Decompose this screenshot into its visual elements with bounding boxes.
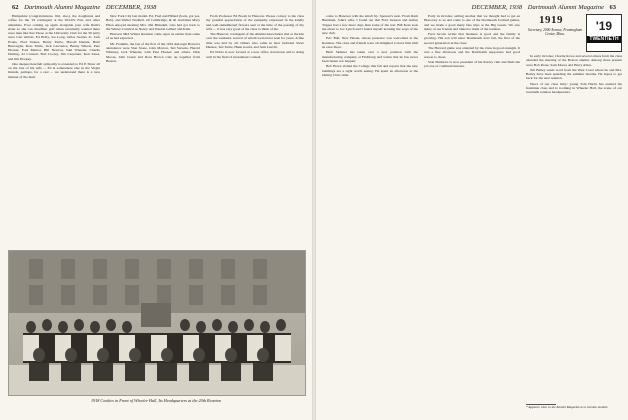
paragraph: In early October, Charlie Rowe and several others from the class attended the meeting of the Boston alumni. Among those present were Bob Pease, Sam Moore and Harry Allen. xyxy=(526,54,622,67)
paragraph: One deepest heartfelt sympathy is extended to Ed P. Shaw all on the loss of his wife ... Ed is somewhere else in the Virgin Islands, perhaps, for a rest ... we understand there is a new manner of the mail. xyxy=(8,61,100,79)
secretary-line: Secretary, 2000 Avenue, Framingham Center, Mass. xyxy=(527,28,583,37)
group-photo xyxy=(8,250,306,396)
group-photo-image xyxy=(9,251,305,395)
paragraph: The Hanover contingent of the Alumni Association met at the Inn over the weekend, several of whom we had not seen for years. A fine time was had by all. Others who came in later included Steve Durkee, Ted Tuttle, Hank Gould, and Sam Leavitt. xyxy=(206,32,304,49)
twentieth-reunion-emblem xyxy=(586,14,622,52)
paragraph: Hampshire (congratulations, Jim, also), the doughnuts and coffee for the '19 contingent at the World's Fair, and other amenities. Ever coming up again alongside your wife Ruth's sister so she can chauffeur golf when eventually wanted there were men like Sue Those at the University Club for the 50 party were Curt Abbott, Ed Holly, Joe Long, Gilles Searles Jr., Jack Evans, Fred Stokes, Henry Tuttle, Harold Dennis, Herb Burroughs, Ross Tuttle, Jack Lawrence, Benny Wilson, Pete Hooker, Fred Mentor, Bill Newton, Sam Wheeler, Charlie Darling, Al Crossett, Bob Cooley, Jim Carpenter, Ken Jones, and Jim Hockey. xyxy=(8,14,100,61)
paragraph: Stan Mathews is now president of his Rotary club and finds the job one of continual interest. xyxy=(424,60,520,69)
emblem-number: '19 xyxy=(595,19,613,33)
left-column-3 xyxy=(206,14,304,245)
left-column-2 xyxy=(106,14,200,245)
paragraph: Early in October, sailing another that we thought had to get an Honorary to us and come to one of the Dartmouth football games, and we made a good many fine trips at the Big Green. We saw many of our friends and talked to them of the reunion. xyxy=(424,14,520,31)
right-magazine-title: Dartmouth Alumni Magazine xyxy=(527,4,604,11)
left-page-number: 62 xyxy=(12,4,19,11)
left-column-1 xyxy=(8,14,100,245)
paragraph: Fred Jacobs writes that business is good and the family is growing. His son will enter Dartmouth next fall, the first of the second generation in the class. xyxy=(424,32,520,45)
left-issue-date: DECEMBER, 1938 xyxy=(105,4,157,11)
footnote xyxy=(526,404,622,410)
paragraph: Ed Noble is now located at a new office downtown and is doing well in the field of investment counsel. xyxy=(206,50,304,59)
emblem-word: TWENTIETH xyxy=(587,36,621,43)
paragraph: New York City last month. Ed, Fred and Hillard (back, got yes, Bob), and Weller Waddell. Of Cambridge, & all doubtless Mary Ellen enjoyed meeting Mrs. Jim Blaisdell, who had got back to the Winter Carnival as Nancy and Weston Gilbert and Kath. xyxy=(106,14,200,31)
left-page xyxy=(0,0,312,420)
right-running-head xyxy=(472,4,620,11)
paragraph: From Professor Ed Booth in Hanover. Please convey to the class my grateful appreciation of the sympathy expressed in the kindly and well-remembered flowers sent at the time of the passing of my wife ... it was very good of the class to think of me. xyxy=(206,14,304,31)
photo-caption: 1918 Cookies in Front of Wheeler Hall, Its Headquarters at the 20th Reunion xyxy=(91,398,221,403)
paragraph: The Harvard game was attended by the class in good strength. It was a fine afternoon and the Dartmouth supporters had good reason to cheer. xyxy=(424,46,520,59)
class-header xyxy=(526,14,622,52)
footnote-text: * Appears, also, in the Alumni Magazine as a reunion number. xyxy=(526,405,609,409)
paragraph: Hanover Mid-Winter Reunion came upon us earlier than some of us had expected. xyxy=(106,32,200,41)
left-running-head xyxy=(8,4,156,11)
right-page xyxy=(316,0,628,420)
right-column-2 xyxy=(424,14,520,414)
right-column-1 xyxy=(322,14,418,414)
paragraph: News of our class baby: young Tom Hardy has entered the freshman class and is rooming in Wheeler Hall, the scene of our twentieth reunion headquarters. xyxy=(526,81,622,95)
paragraph: Bob Howe visited the College this fall and reports that the new buildings are a sight worth seeing. He spent an afternoon at the Outing Club cabin. xyxy=(322,64,418,77)
paragraph: Eric Ball, New Haven, whose presence was welcomed at the Reunion. The class and friends were all delighted to have him with us once more. xyxy=(322,36,418,49)
paragraph: come to Hanover with the small fry. Spencer's next. From Ruth Burnham, John's wife, I found out that Fred Jackson and Arthur Tupper had a few more days than some of the rest. Bill Kent took me about to Joe Lynch and I found myself learning the ways of the new club. xyxy=(322,14,418,35)
paragraph: Mr. Franklin, the last of the first of the 1919 Amongst Boston's attendance were Stan Stone, John Morton, Ted Stevens, Harold Whitney, Jack Wheeler, with Pete Hooker and others. Dick Moore, John Green and Ross Brown rode up together from Boston. xyxy=(106,41,200,63)
class-year-heading: 1919 xyxy=(539,14,563,26)
right-page-number: 63 xyxy=(609,4,616,11)
right-issue-date: DECEMBER, 1938 xyxy=(471,4,523,11)
paragraph: Jim Bailey sends word from the West Coast where he and Mrs. Bailey have been spending the summer months. He hopes to get back for the next reunion. xyxy=(526,67,622,81)
left-magazine-title: Dartmouth Alumni Magazine xyxy=(24,4,101,11)
right-column-3 xyxy=(526,54,622,406)
paragraph: Herb Skinner has taken over a new position with the manufacturing company at Fitchburg and writes that he has never been busier nor happier. xyxy=(322,50,418,63)
